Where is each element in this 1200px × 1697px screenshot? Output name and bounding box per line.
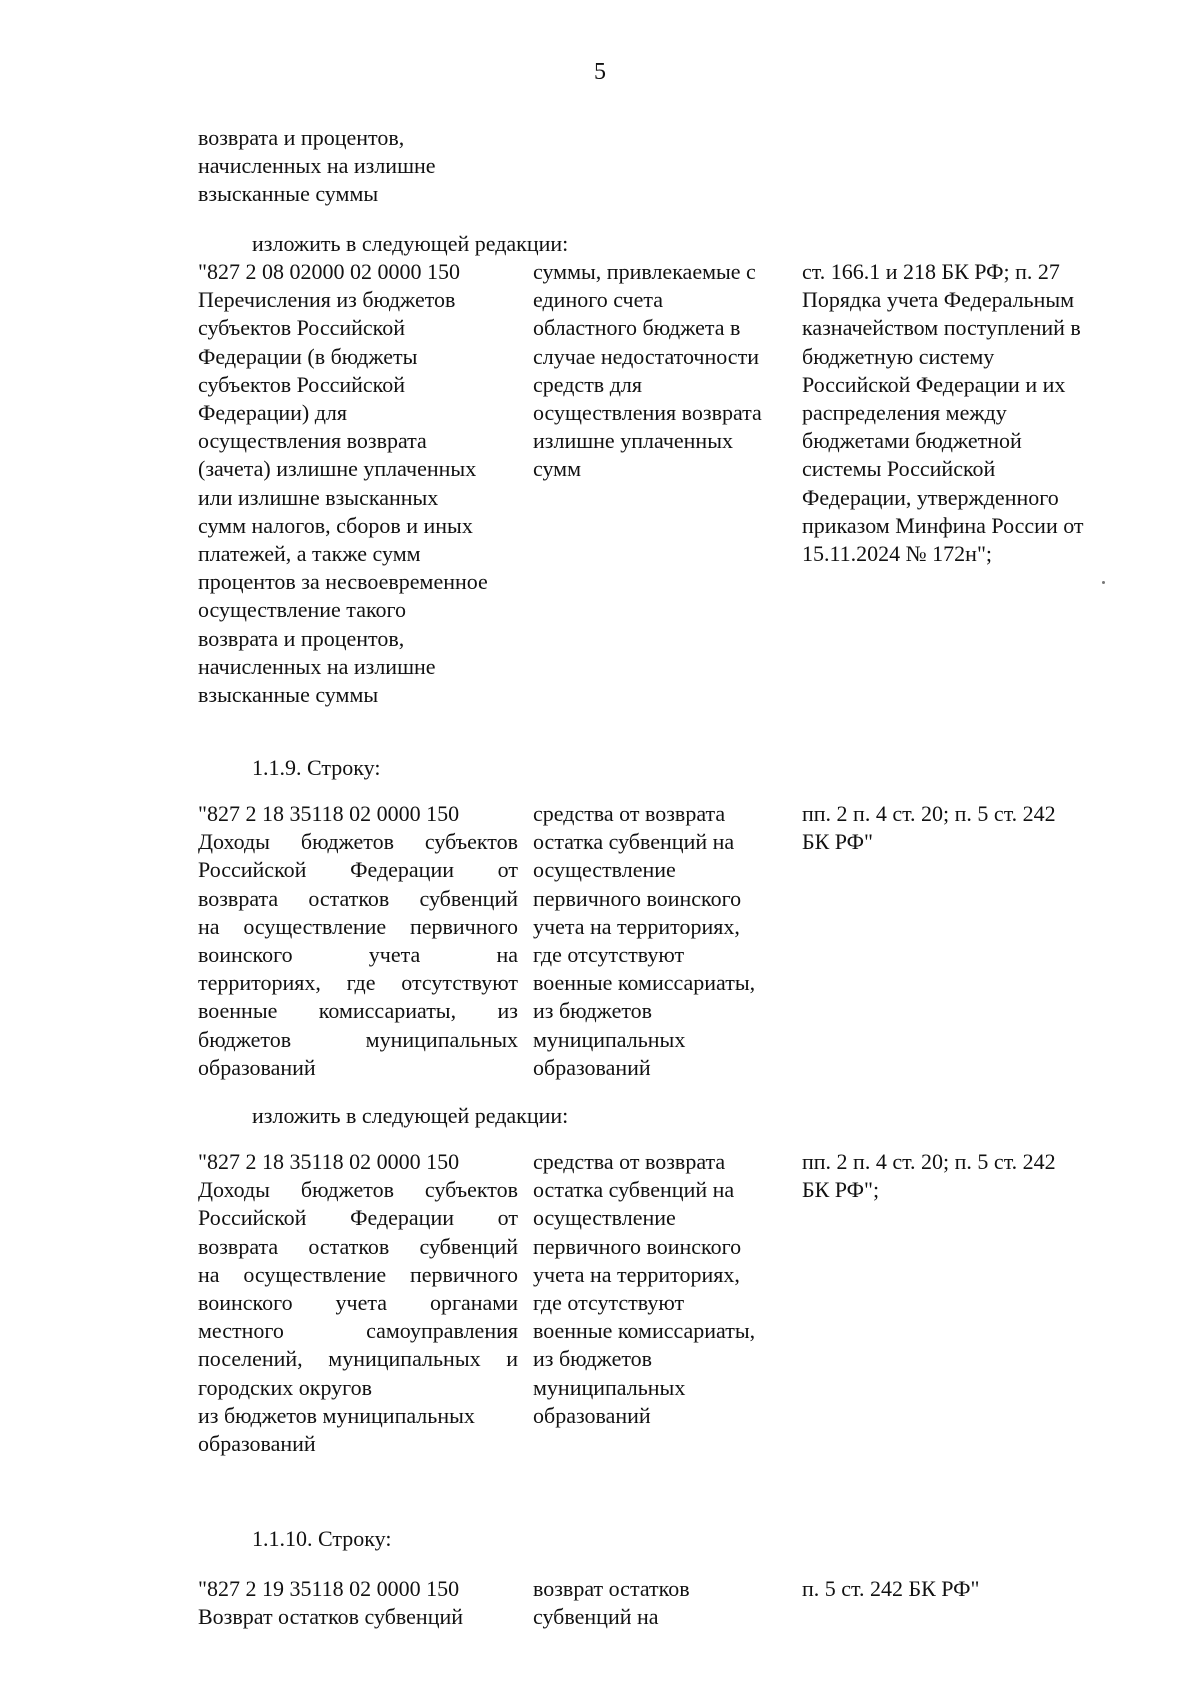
text-line: Порядка учета Федеральным (802, 287, 1075, 313)
text-line: из бюджетов муниципальных (198, 1402, 475, 1428)
text-line: Возврат остатков субвенций (198, 1604, 464, 1630)
text-line: сумм (533, 456, 582, 482)
text-line: областного бюджета в (533, 315, 741, 341)
text-line: бюджетами бюджетной (802, 428, 1022, 454)
scan-speck (1102, 581, 1105, 584)
row3-description-justified (198, 1176, 518, 1373)
text-line: образований (533, 1402, 651, 1428)
text-line: муниципальных (533, 1026, 686, 1052)
text-line: образований (198, 1431, 316, 1457)
text-line: распределения между (802, 400, 1007, 426)
text-line: местного самоуправления (198, 1318, 518, 1344)
text-line: БК РФ"; (802, 1177, 880, 1203)
row1-note (533, 258, 793, 484)
text-line: городских округов (198, 1374, 373, 1400)
text-line: средств для (533, 371, 642, 397)
text-line: возврата и процентов, (198, 625, 405, 651)
text-line: остатка субвенций на (533, 829, 735, 855)
text-line: казначейством поступлений в (802, 315, 1081, 341)
text-line: средства от возврата (533, 801, 726, 826)
text-line: Российской Федерации от (198, 1205, 518, 1231)
row4-note (533, 1575, 793, 1631)
text-line: военные комиссариаты, (533, 1318, 756, 1344)
instruction-redaction-1: изложить в следующей редакции: (252, 231, 569, 256)
text-line: осуществления возврата (533, 400, 762, 426)
text-line: учета на территориях, (533, 913, 740, 939)
row4-legal-basis (802, 1575, 1132, 1603)
intro-text (198, 124, 436, 209)
text-line: начисленных на излишне (198, 153, 436, 179)
text-line: Перечисления из бюджетов (198, 287, 456, 313)
text-line: возврат остатков (533, 1576, 690, 1601)
text-line: осуществление (533, 857, 676, 883)
text-line: бюджетов муниципальных (198, 1026, 518, 1052)
text-line: на осуществление первичного (198, 913, 518, 939)
text-line: (зачета) излишне уплаченных (198, 456, 477, 482)
page-number: 5 (594, 59, 606, 85)
instruction-item-1-1-10: 1.1.10. Строку: (252, 1526, 392, 1551)
text-line: из бюджетов (533, 1346, 653, 1372)
text-line: 15.11.2024 № 172н"; (802, 541, 993, 567)
text-line: сумм налогов, сборов и иных (198, 512, 473, 538)
text-line: пп. 2 п. 4 ст. 20; п. 5 ст. 242 (802, 801, 1056, 826)
text-line: Федерации) для (198, 400, 348, 426)
text-line: субъектов Российской (198, 371, 406, 397)
text-line: Федерации (в бюджеты (198, 343, 418, 369)
text-line: военные комиссариаты, из (198, 998, 518, 1024)
text-line: возврата остатков субвенций (198, 1233, 518, 1259)
row4-code-description (198, 1575, 518, 1631)
row1-legal-basis (802, 258, 1132, 568)
text-line: из бюджетов (533, 998, 653, 1024)
row2-code-description (198, 800, 518, 1082)
text-line: воинского учета органами (198, 1290, 518, 1316)
row2-code: "827 2 18 35118 02 0000 150 (198, 801, 460, 826)
text-line: БК РФ" (802, 829, 874, 855)
row1-code-description (198, 258, 518, 709)
text-line: Доходы бюджетов субъектов (198, 829, 518, 855)
text-line: возврата и процентов, (198, 125, 405, 150)
text-line: "827 2 08 02000 02 0000 150 (198, 259, 460, 284)
text-line: взысканные суммы (198, 181, 379, 207)
instruction-redaction-2: изложить в следующей редакции: (252, 1103, 569, 1128)
row2-note (533, 800, 793, 1082)
row2-legal-basis (802, 800, 1132, 856)
text-line: или излишне взысканных (198, 484, 439, 510)
row3-note (533, 1148, 793, 1430)
text-line: военные комиссариаты, (533, 970, 756, 996)
text-line: суммы, привлекаемые с (533, 259, 756, 284)
row3-description-tail (198, 1374, 518, 1459)
text-line: остатка субвенций на (533, 1177, 735, 1203)
text-line: излишне уплаченных (533, 428, 733, 454)
text-line: где отсутствуют (533, 1290, 685, 1316)
text-line: учета на территориях, (533, 1261, 740, 1287)
text-line: образований (198, 1054, 316, 1080)
text-line: территориях, где отсутствуют (198, 970, 518, 996)
text-line: поселений, муниципальных и (198, 1346, 518, 1372)
text-line: Федерации, утвержденного (802, 484, 1059, 510)
row3-code: "827 2 18 35118 02 0000 150 (198, 1149, 460, 1174)
text-line: п. 5 ст. 242 БК РФ" (802, 1576, 980, 1601)
text-line: субвенций на (533, 1604, 659, 1630)
text-line: бюджетную систему (802, 343, 995, 369)
text-line: возврата остатков субвенций (198, 885, 518, 911)
text-line: "827 2 19 35118 02 0000 150 (198, 1576, 460, 1601)
text-line: где отсутствуют (533, 942, 685, 968)
text-line: процентов за несвоевременное (198, 569, 488, 595)
text-line: единого счета (533, 287, 663, 313)
text-line: субъектов Российской (198, 315, 406, 341)
row3-code-description (198, 1148, 518, 1458)
text-line: осуществление (533, 1205, 676, 1231)
text-line: взысканные суммы (198, 682, 379, 708)
text-line: первичного воинского (533, 885, 742, 911)
text-line: Российской Федерации от (198, 857, 518, 883)
text-line: случае недостаточности (533, 343, 759, 369)
text-line: осуществление такого (198, 597, 407, 623)
text-line: приказом Минфина России от (802, 512, 1084, 538)
row3-legal-basis (802, 1148, 1132, 1204)
text-line: ст. 166.1 и 218 БК РФ; п. 27 (802, 259, 1060, 284)
text-line: средства от возврата (533, 1149, 726, 1174)
text-line: системы Российской (802, 456, 996, 482)
text-line: воинского учета на (198, 942, 518, 968)
text-line: пп. 2 п. 4 ст. 20; п. 5 ст. 242 (802, 1149, 1056, 1174)
text-line: Российской Федерации и их (802, 371, 1066, 397)
text-line: начисленных на излишне (198, 653, 436, 679)
text-line: осуществления возврата (198, 428, 427, 454)
text-line: платежей, а также сумм (198, 541, 421, 567)
text-line: образований (533, 1054, 651, 1080)
text-line: муниципальных (533, 1374, 686, 1400)
text-line: Доходы бюджетов субъектов (198, 1177, 518, 1203)
row2-description (198, 828, 518, 1082)
instruction-item-1-1-9: 1.1.9. Строку: (252, 755, 381, 780)
text-line: на осуществление первичного (198, 1261, 518, 1287)
text-line: первичного воинского (533, 1233, 742, 1259)
